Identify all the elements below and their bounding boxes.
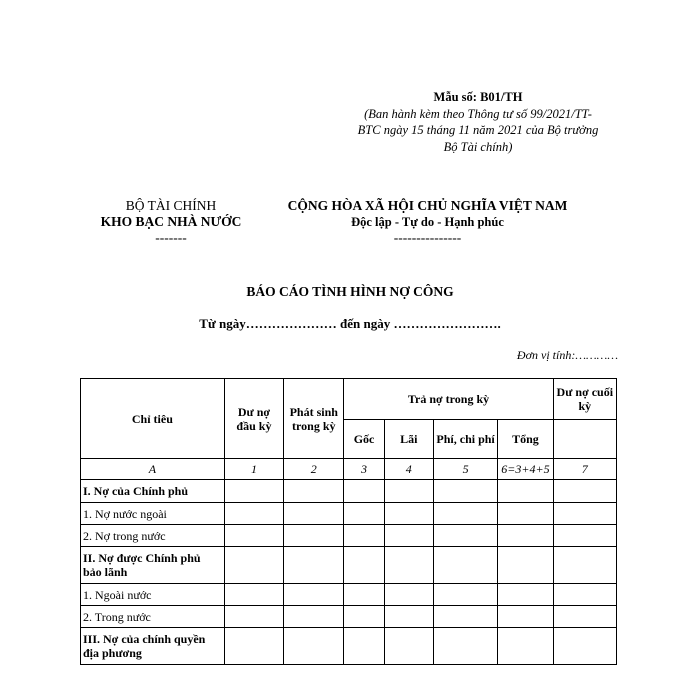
value-cell[interactable] bbox=[553, 503, 616, 525]
report-period: Từ ngày………………… đến ngày ……………………. bbox=[199, 316, 501, 331]
index-cell: 2 bbox=[284, 459, 344, 480]
value-cell[interactable] bbox=[344, 503, 384, 525]
value-cell[interactable] bbox=[384, 525, 433, 547]
index-cell: 6=3+4+5 bbox=[498, 459, 553, 480]
index-cell: 1 bbox=[224, 459, 283, 480]
nation-name: CỘNG HÒA XÃ HỘI CHỦ NGHĨA VIỆT NAM bbox=[287, 198, 568, 213]
value-cell[interactable] bbox=[498, 503, 553, 525]
value-cell[interactable] bbox=[433, 503, 497, 525]
value-cell[interactable] bbox=[344, 480, 384, 503]
value-cell[interactable] bbox=[344, 628, 384, 665]
value-cell[interactable] bbox=[384, 480, 433, 503]
value-cell[interactable] bbox=[498, 525, 553, 547]
value-cell[interactable] bbox=[433, 584, 497, 606]
index-cell: 3 bbox=[344, 459, 384, 480]
row-label: 1. Ngoài nước bbox=[81, 584, 225, 606]
header-closing-balance: Dư nợ cuối kỳ bbox=[553, 379, 616, 420]
value-cell[interactable] bbox=[498, 584, 553, 606]
nation-divider: --------------- bbox=[393, 230, 462, 245]
nation-motto: Độc lập - Tự do - Hạnh phúc bbox=[351, 215, 504, 229]
header-indicator: Chỉ tiêu bbox=[81, 379, 225, 459]
unit-note: Đơn vị tính:………… bbox=[516, 348, 618, 362]
table-row bbox=[81, 584, 617, 606]
form-note-line: BTC ngày 15 tháng 11 năm 2021 của Bộ trưởng bbox=[357, 123, 599, 137]
value-cell[interactable] bbox=[433, 525, 497, 547]
header-principal: Gốc bbox=[344, 420, 384, 459]
value-cell[interactable] bbox=[224, 606, 283, 628]
form-note-line: Bộ Tài chính) bbox=[443, 139, 513, 154]
value-cell[interactable] bbox=[433, 606, 497, 628]
value-cell[interactable] bbox=[384, 628, 433, 665]
value-cell[interactable] bbox=[553, 584, 616, 606]
value-cell[interactable] bbox=[553, 628, 616, 665]
row-label: III. Nợ của chính quyền địa phương bbox=[81, 628, 225, 665]
value-cell[interactable] bbox=[224, 584, 283, 606]
row-label: I. Nợ của Chính phủ bbox=[81, 480, 225, 503]
value-cell[interactable] bbox=[284, 547, 344, 584]
index-cell: 4 bbox=[384, 459, 433, 480]
agency-block bbox=[96, 198, 246, 246]
value-cell[interactable] bbox=[498, 480, 553, 503]
header-repaid: Trả nợ trong kỳ bbox=[344, 379, 553, 420]
value-cell[interactable] bbox=[498, 547, 553, 584]
form-code-block bbox=[340, 89, 616, 155]
header-total: Tổng bbox=[498, 420, 553, 459]
value-cell[interactable] bbox=[224, 525, 283, 547]
row-label: 2. Nợ trong nước bbox=[81, 525, 225, 547]
table-header-row bbox=[81, 379, 617, 420]
table-row bbox=[81, 480, 617, 503]
header-closing-blank bbox=[553, 420, 616, 459]
form-code: Mẫu số: B01/TH bbox=[433, 90, 523, 104]
value-cell[interactable] bbox=[433, 480, 497, 503]
value-cell[interactable] bbox=[344, 547, 384, 584]
row-label: II. Nợ được Chính phủ bảo lãnh bbox=[81, 547, 225, 584]
value-cell[interactable] bbox=[284, 606, 344, 628]
value-cell[interactable] bbox=[498, 606, 553, 628]
header-interest: Lãi bbox=[384, 420, 433, 459]
agency-divider: ------- bbox=[155, 230, 187, 245]
index-cell: A bbox=[81, 459, 225, 480]
table-row bbox=[81, 547, 617, 584]
value-cell[interactable] bbox=[344, 584, 384, 606]
table-row bbox=[81, 628, 617, 665]
value-cell[interactable] bbox=[433, 547, 497, 584]
value-cell[interactable] bbox=[284, 503, 344, 525]
form-note-line: (Ban hành kèm theo Thông tư số 99/2021/TT- bbox=[364, 106, 592, 121]
value-cell[interactable] bbox=[553, 606, 616, 628]
value-cell[interactable] bbox=[224, 480, 283, 503]
header-incurred: Phát sinh trong kỳ bbox=[284, 379, 344, 459]
unit-name: KHO BẠC NHÀ NƯỚC bbox=[100, 214, 242, 229]
value-cell[interactable] bbox=[433, 628, 497, 665]
header-fees: Phí, chi phí bbox=[433, 420, 497, 459]
value-cell[interactable] bbox=[498, 628, 553, 665]
nation-block bbox=[275, 198, 580, 246]
table-row bbox=[81, 606, 617, 628]
value-cell[interactable] bbox=[553, 547, 616, 584]
row-label: 2. Trong nước bbox=[81, 606, 225, 628]
value-cell[interactable] bbox=[284, 584, 344, 606]
value-cell[interactable] bbox=[344, 606, 384, 628]
ministry-name: BỘ TÀI CHÍNH bbox=[125, 198, 217, 213]
public-debt-table bbox=[80, 378, 617, 665]
value-cell[interactable] bbox=[384, 503, 433, 525]
index-cell: 5 bbox=[433, 459, 497, 480]
value-cell[interactable] bbox=[384, 606, 433, 628]
index-row bbox=[81, 459, 617, 480]
value-cell[interactable] bbox=[553, 480, 616, 503]
table-row bbox=[81, 503, 617, 525]
value-cell[interactable] bbox=[284, 525, 344, 547]
value-cell[interactable] bbox=[553, 525, 616, 547]
report-title: BÁO CÁO TÌNH HÌNH NỢ CÔNG bbox=[246, 284, 454, 299]
value-cell[interactable] bbox=[224, 628, 283, 665]
value-cell[interactable] bbox=[384, 584, 433, 606]
value-cell[interactable] bbox=[344, 525, 384, 547]
header-opening-balance: Dư nợ đầu kỳ bbox=[224, 379, 283, 459]
value-cell[interactable] bbox=[384, 547, 433, 584]
row-label: 1. Nợ nước ngoài bbox=[81, 503, 225, 525]
value-cell[interactable] bbox=[284, 628, 344, 665]
index-cell: 7 bbox=[553, 459, 616, 480]
value-cell[interactable] bbox=[284, 480, 344, 503]
value-cell[interactable] bbox=[224, 503, 283, 525]
table-row bbox=[81, 525, 617, 547]
value-cell[interactable] bbox=[224, 547, 283, 584]
